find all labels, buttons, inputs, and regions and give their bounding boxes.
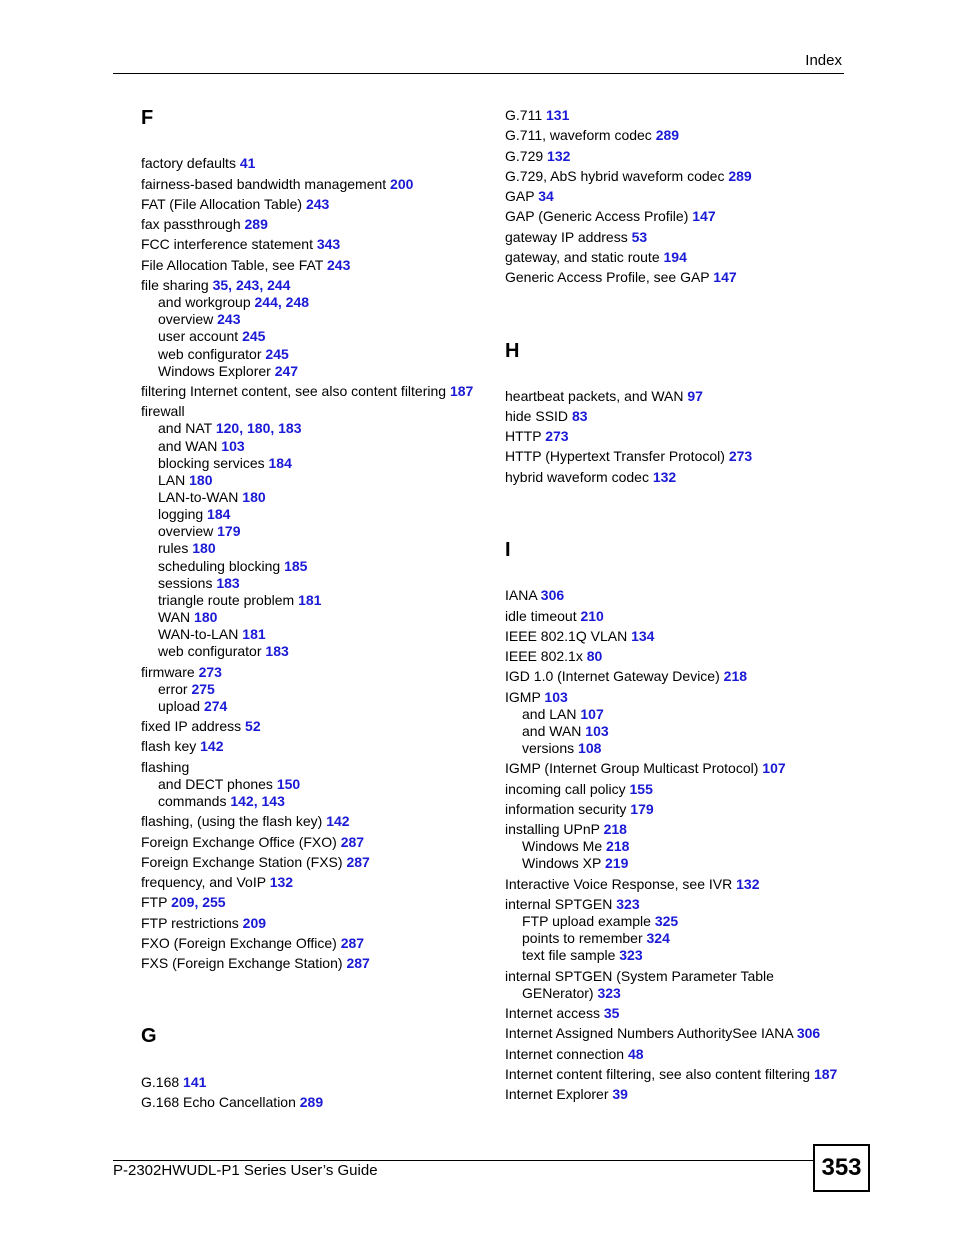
page-link[interactable]: 306 [540,587,565,603]
index-subentry [141,506,230,523]
page-link[interactable]: 219 [605,855,629,871]
index-subentry [141,698,227,715]
page-link[interactable]: 52 [245,718,261,734]
index-term: IGMP (Internet Group Multicast Protocol) [505,760,759,776]
running-header-title: Index [805,52,842,69]
index-subentry [505,985,621,1002]
index-entry [505,781,653,798]
index-term: and DECT phones [158,776,273,792]
page-link[interactable]: 48 [627,1046,644,1062]
page-link[interactable]: 274 [203,698,228,714]
page-link[interactable]: 134 [631,628,655,644]
index-term: and WAN [522,723,582,739]
index-term: installing UPnP [505,821,600,837]
index-entry: file sharing 35, 243, 244 [141,277,291,293]
index-term: web configurator [158,346,262,362]
page-link[interactable]: 35 [603,1005,620,1021]
page-link[interactable]: 107 [580,706,604,722]
index-subentry [505,723,609,740]
page-link[interactable]: 103 [585,723,609,739]
page-link[interactable]: 184 [268,455,292,471]
page-link[interactable]: 183 [278,420,302,436]
page-link[interactable]: 289 [244,216,268,232]
page-link[interactable]: 107 [762,760,786,776]
header-rule [113,73,844,74]
page-link[interactable]: 323 [619,947,643,963]
page-link[interactable]: 287 [346,955,370,971]
index-entry [505,608,604,625]
page-link[interactable]: 103 [544,689,568,705]
index-entry [505,249,687,266]
page-link[interactable]: 218 [603,821,627,837]
index-term: hybrid waveform codec [505,469,649,485]
page-link[interactable]: 103 [221,438,245,454]
index-term: IANA [505,587,537,603]
index-term: triangle route problem [158,592,295,608]
index-subentry [141,609,217,626]
index-term: G.168 [141,1074,180,1090]
index-entry [505,1046,644,1063]
index-term: user account [158,328,239,344]
index-entry [141,813,350,830]
index-entry [505,448,752,465]
index-term: file sharing [141,277,209,293]
index-entry [141,257,350,274]
index-entry [141,718,261,735]
index-entry [505,1066,837,1083]
page-link[interactable]: 324 [646,930,670,946]
index-term: gateway, and static route [505,249,660,265]
page-link[interactable]: 184 [207,506,231,522]
index-entry [141,383,473,400]
index-term: FTP upload example [522,913,651,929]
index-subentry: and workgroup 244, 248 [158,294,310,310]
index-subentry [141,776,300,793]
index-term: Internet content filtering, see also content filtering [505,1066,811,1082]
index-term: blocking services [158,455,265,471]
page-link[interactable]: 323 [616,896,640,912]
page-link[interactable]: 289 [655,127,680,143]
index-entry [505,896,640,913]
index-term: GAP [505,188,535,204]
page-link[interactable]: 185 [284,558,308,574]
index-term: commands [158,793,227,809]
page-link[interactable]: 147 [692,208,716,224]
index-entry [505,428,569,445]
index-entry [141,759,189,776]
index-term: versions [522,740,575,756]
index-subentry [141,681,215,698]
index-subentry [505,740,601,757]
index-entry [505,408,588,425]
index-subentry [141,438,245,455]
index-subentry [505,930,670,947]
index-term: G.711, waveform codec [505,127,652,143]
page-link[interactable]: 180 [194,609,218,625]
index-term: gateway IP address [505,229,628,245]
index-term: rules [158,540,189,556]
page-link[interactable]: 243 [305,196,330,212]
index-term: G.168 Echo Cancellation [141,1094,296,1110]
page-link[interactable]: 179 [630,801,654,817]
page-link[interactable]: 108 [578,740,602,756]
index-term: overview [158,523,214,539]
page-link[interactable]: 35 [212,277,229,293]
page-link[interactable]: 323 [597,985,621,1001]
index-entry [141,216,268,233]
page-link[interactable]: 218 [606,838,630,854]
page-link[interactable]: 187 [449,383,474,399]
index-entry [141,664,222,681]
index-term: HTTP (Hypertext Transfer Protocol) [505,448,725,464]
index-term: overview [158,311,214,327]
index-term: IGMP [505,689,541,705]
page-link[interactable]: 289 [299,1094,324,1110]
footer-rule [113,1160,813,1161]
index-term: Windows XP [522,855,602,871]
index-term: Internet connection [505,1046,625,1062]
index-term: Foreign Exchange Station (FXS) [141,854,343,870]
index-term: and LAN [522,706,577,722]
page-link[interactable]: 181 [298,592,322,608]
page-link[interactable]: 141 [183,1074,207,1090]
index-term: fairness-based bandwidth management [141,176,387,192]
page-link[interactable]: 343 [316,236,341,252]
index-subentry [141,558,307,575]
index-letter-i: I [505,539,511,561]
index-entry [505,760,786,777]
index-subentry [505,913,678,930]
index-term: factory defaults [141,155,236,171]
page-link[interactable]: 80 [586,648,603,664]
index-term: flashing [141,759,190,775]
page-link[interactable]: 287 [340,935,365,951]
page-link[interactable]: 244 [267,277,291,293]
index-term: FAT (File Allocation Table) [141,196,303,212]
page-link[interactable]: 273 [198,664,222,680]
page-link[interactable]: 39 [612,1086,628,1102]
index-term: GENerator) [522,985,594,1001]
index-subentry [141,472,212,489]
index-term: File Allocation Table, see FAT [141,257,324,273]
index-term: internal SPTGEN (System Parameter Table [505,968,774,984]
index-entry [505,876,759,893]
page-link[interactable]: 131 [546,107,570,123]
index-term: Internet access [505,1005,600,1021]
index-subentry [141,346,289,363]
page-link[interactable]: 132 [652,469,677,485]
page-link[interactable]: 325 [654,913,679,929]
index-subentry [505,947,643,964]
index-term: FTP [141,894,168,910]
index-entry [141,176,413,193]
index-subentry [141,540,216,557]
index-term: flashing, (using the flash key) [141,813,323,829]
index-term: text file sample [522,947,616,963]
index-entry [505,188,554,205]
page-link[interactable]: 142 [326,813,350,829]
index-entry [505,968,774,985]
index-term: internal SPTGEN [505,896,613,912]
index-entry [141,196,329,213]
page-link[interactable]: 97 [687,388,703,404]
index-term: Generic Access Profile, see GAP [505,269,710,285]
index-letter-f: F [141,107,154,129]
index-subentry [505,855,628,872]
index-term: Interactive Voice Response, see IVR [505,876,733,892]
index-entry [505,1025,820,1042]
index-subentry: commands 142, 143 [158,793,285,809]
page-link[interactable]: 289 [728,168,752,184]
index-entry [505,168,752,185]
page-link[interactable]: 132 [269,874,294,890]
index-subentry [505,838,629,855]
index-entry [141,1074,206,1091]
page-link[interactable]: 183 [265,643,289,659]
index-term: G.711 [505,107,543,123]
index-term: G.729 [505,148,544,164]
page-link[interactable]: 183 [216,575,240,591]
index-entry [505,388,703,405]
index-term: Internet Explorer [505,1086,609,1102]
index-term: and workgroup [158,294,251,310]
index-term: Windows Me [522,838,603,854]
page-link[interactable]: 41 [239,155,256,171]
page-link[interactable]: 273 [728,448,753,464]
index-entry [505,648,602,665]
index-subentry [141,311,241,328]
index-entry [505,628,654,645]
page-link[interactable]: 218 [723,668,748,684]
page-link[interactable]: 245 [265,346,289,362]
index-term: incoming call policy [505,781,626,797]
index-term: frequency, and VoIP [141,874,266,890]
page-link[interactable]: 143 [261,793,285,809]
page-link[interactable]: 180 [242,489,266,505]
index-entry [141,738,224,755]
index-entry [505,821,627,838]
index-term: points to remember [522,930,643,946]
page-link[interactable]: 209 [242,915,267,931]
index-term: FCC interference statement [141,236,313,252]
index-entry [141,403,185,420]
page-link[interactable]: 132 [547,148,571,164]
index-term: idle timeout [505,608,577,624]
index-entry [141,955,370,972]
page-link[interactable]: 120 [215,420,240,436]
index-subentry [505,706,604,723]
index-term: scheduling blocking [158,558,281,574]
index-entry [505,148,570,165]
index-term: upload [158,698,201,714]
index-term: Internet Assigned Numbers AuthoritySee IANA [505,1025,793,1041]
index-entry [141,935,364,952]
page-link[interactable]: 245 [242,328,266,344]
index-term: information security [505,801,627,817]
index-term: and WAN [158,438,218,454]
index-term: IEEE 802.1x [505,648,583,664]
page-link[interactable]: 147 [713,269,737,285]
index-term: flash key [141,738,197,754]
index-term: web configurator [158,643,262,659]
index-term: fixed IP address [141,718,242,734]
index-subentry [141,626,266,643]
page-link[interactable]: 181 [242,626,266,642]
index-term: Windows Explorer [158,363,271,379]
page-link[interactable]: 150 [276,776,301,792]
page-link[interactable]: 132 [736,876,760,892]
index-entry [505,208,716,225]
index-letter-g: G [141,1025,157,1047]
page-link[interactable]: 248 [285,294,310,310]
index-letter-h: H [505,340,520,362]
index-entry [505,229,647,246]
index-subentry [141,489,266,506]
index-term: IGD 1.0 (Internet Gateway Device) [505,668,720,684]
index-entry [141,1094,323,1111]
index-entry [505,127,679,144]
index-term: FXO (Foreign Exchange Office) [141,935,337,951]
page-link[interactable]: 243 [327,257,351,273]
index-term: FXS (Foreign Exchange Station) [141,955,343,971]
index-term: HTTP [505,428,542,444]
index-entry: FTP 209, 255 [141,894,226,910]
index-term: Foreign Exchange Office (FXO) [141,834,337,850]
index-term: LAN-to-WAN [158,489,239,505]
page-link[interactable]: 247 [274,363,299,379]
page-link[interactable]: 255 [202,894,226,910]
index-entry [505,689,568,706]
index-term: filtering Internet content, see also content filtering [141,383,447,399]
page-link[interactable]: 180 [189,472,213,488]
footer-guide-title: P-2302HWUDL-P1 Series User’s Guide [113,1162,378,1179]
page-link[interactable]: 180 [247,420,271,436]
index-entry [141,915,266,932]
index-term: sessions [158,575,213,591]
page-link[interactable]: 243 [217,311,241,327]
index-entry [505,269,737,286]
page-link[interactable]: 210 [580,608,604,624]
index-term: WAN-to-LAN [158,626,239,642]
index-subentry [141,592,321,609]
index-term: hide SSID [505,408,569,424]
page-link[interactable]: 275 [191,681,215,697]
index-term: logging [158,506,204,522]
index-term: LAN [158,472,186,488]
page-link[interactable]: 53 [631,229,648,245]
page-link[interactable]: 209 [171,894,195,910]
index-entry [141,874,293,891]
index-entry [505,1086,628,1103]
index-entry [505,587,564,604]
index-subentry [141,328,265,345]
index-term: error [158,681,188,697]
index-subentry: and NAT 120, 180, 183 [158,420,302,436]
index-subentry [141,523,241,540]
page-number: 353 [813,1144,870,1192]
page-link[interactable]: 179 [217,523,241,539]
page-link[interactable]: 287 [346,854,370,870]
index-subentry [141,575,240,592]
page-link[interactable]: 187 [813,1066,838,1082]
index-entry [505,668,747,685]
index-term: GAP (Generic Access Profile) [505,208,689,224]
index-term: FTP restrictions [141,915,239,931]
index-term: fax passthrough [141,216,241,232]
page-link[interactable]: 194 [663,249,687,265]
page-link[interactable]: 155 [629,781,653,797]
page-link[interactable]: 83 [571,408,588,424]
page-link[interactable]: 200 [390,176,414,192]
index-entry [505,107,569,124]
index-entry [505,1005,619,1022]
index-term: WAN [158,609,191,625]
page-link[interactable]: 243 [235,277,260,293]
index-entry [505,801,654,818]
page-link[interactable]: 34 [538,188,554,204]
index-subentry [141,363,298,380]
index-subentry [141,455,292,472]
index-entry [141,834,364,851]
index-term: firewall [141,403,185,419]
page-link[interactable]: 306 [796,1025,821,1041]
page-link[interactable]: 142 [200,738,224,754]
index-entry [505,469,676,486]
page-link[interactable]: 180 [192,540,216,556]
page-link[interactable]: 142 [230,793,254,809]
index-term: G.729, AbS hybrid waveform codec [505,168,725,184]
index-term: firmware [141,664,195,680]
index-entry [141,236,340,253]
index-subentry [141,643,289,660]
index-term: IEEE 802.1Q VLAN [505,628,628,644]
index-entry [141,854,370,871]
page-link[interactable]: 273 [545,428,569,444]
index-term: and NAT [158,420,212,436]
index-term: heartbeat packets, and WAN [505,388,684,404]
page-link[interactable]: 287 [340,834,365,850]
page-link[interactable]: 244 [254,294,278,310]
index-entry [141,155,255,172]
